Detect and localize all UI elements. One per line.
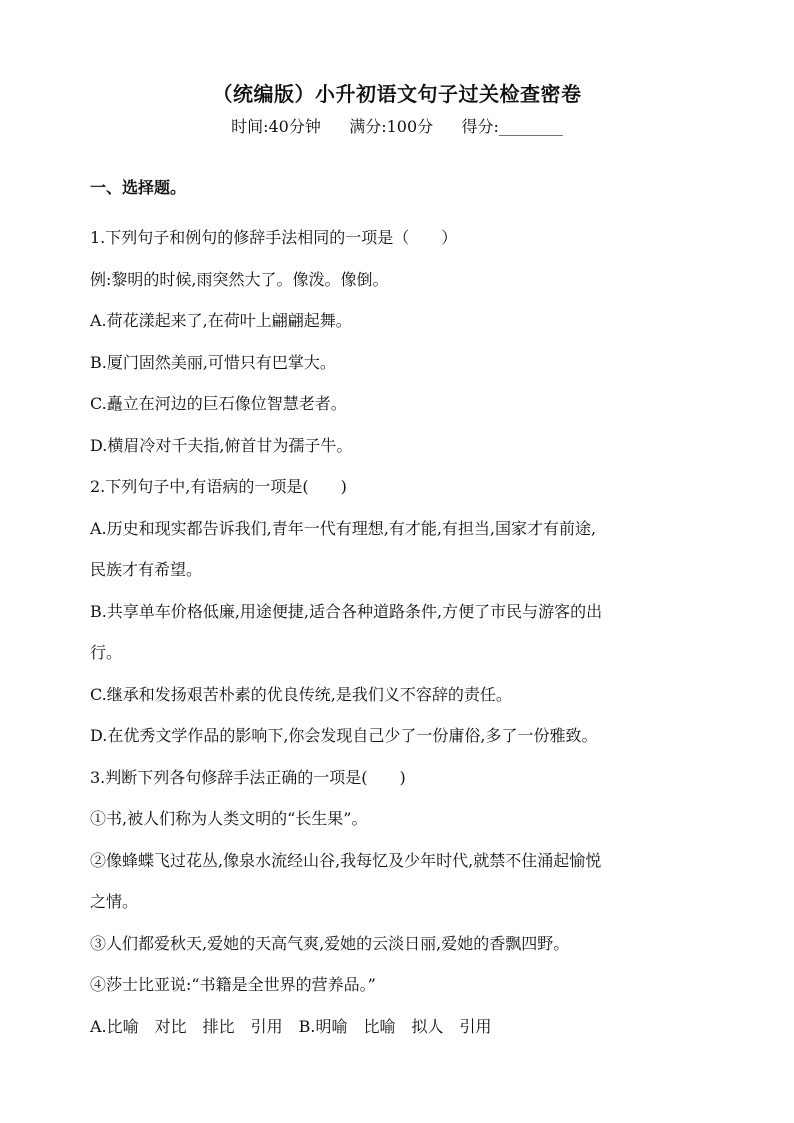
- question-2-option-d: D.在优秀文学作品的影响下,你会发现自己少了一份庸俗,多了一份雅致。: [90, 726, 598, 745]
- question-1-example: 例:黎明的时候,雨突然大了。像泼。像倒。: [90, 269, 389, 289]
- question-3-options-ab: A.比喻 对比 排比 引用 B.明喻 比喻 拟人 引用: [90, 1016, 492, 1036]
- question-2-option-b: B.共享单车价格低廉,用途便捷,适合各种道路条件,方便了市民与游客的出: [90, 601, 603, 621]
- exam-content: [90, 176, 710, 1047]
- question-3-sentence-4: ④莎士比亚说:“书籍是全世界的营养品。”: [90, 975, 376, 994]
- question-1-option-d: D.横眉冷对千夫指,俯首甘为孺子牛。: [90, 435, 353, 455]
- question-1-option-a: A.荷花漾起来了,在荷叶上翩翩起舞。: [90, 311, 352, 330]
- question-3-sentence-2: ②像蜂蝶飞过花丛,像泉水流经山谷,我每忆及少年时代,就禁不住涌起愉悦: [90, 850, 602, 870]
- time-limit: 时间:40分钟: [231, 117, 321, 136]
- score-blank: 得分:________: [461, 117, 563, 136]
- question-3-sentence-3: ③人们都爱秋天,爱她的天高气爽,爱她的云淡日丽,爱她的香飘四野。: [90, 933, 570, 953]
- section-title: 一、选择题。: [90, 178, 187, 197]
- question-1-stem: 1.下列句子和例句的修辞手法相同的一项是（ ）: [90, 228, 458, 247]
- question-2-option-a: A.历史和现实都告诉我们,青年一代有理想,有才能,有担当,国家才有前途,: [90, 518, 597, 538]
- question-2-option-b-cont: 行。: [90, 643, 123, 662]
- question-3-stem: 3.判断下列各句修辞手法正确的一项是( ): [90, 767, 406, 787]
- question-2-option-a-cont: 民族才有希望。: [90, 560, 203, 579]
- question-3-sentence-2-cont: 之情。: [90, 892, 139, 911]
- question-1-option-b: B.厦门固然美丽,可惜只有巴掌大。: [90, 352, 336, 372]
- question-2-option-c: C.继承和发扬艰苦朴素的优良传统,是我们义不容辞的责任。: [90, 684, 512, 704]
- question-2-stem: 2.下列句子中,有语病的一项是( ): [90, 477, 347, 496]
- question-3-sentence-1: ①书,被人们称为人类文明的“长生果”。: [90, 809, 368, 828]
- exam-info: [0, 114, 794, 137]
- question-1-option-c: C.矗立在河边的巨石像位智慧老者。: [90, 394, 347, 413]
- full-score: 满分:100分: [349, 117, 434, 136]
- exam-title: （统编版）小升初语文句子过关检查密卷: [212, 82, 582, 106]
